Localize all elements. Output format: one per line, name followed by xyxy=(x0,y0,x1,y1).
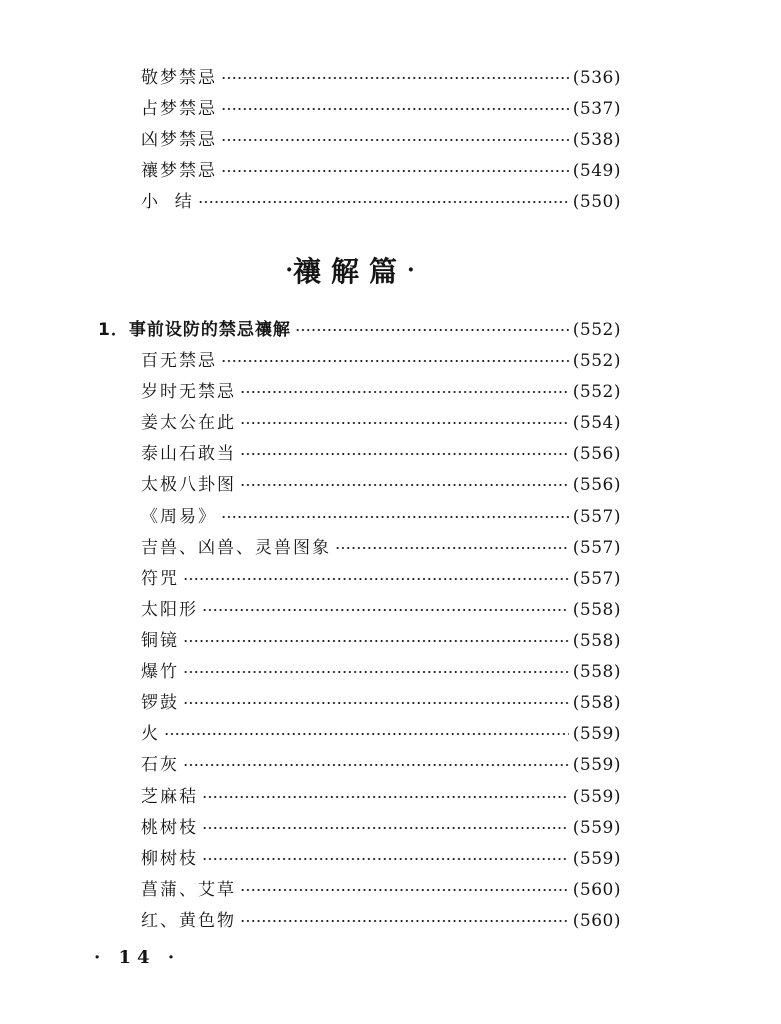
toc-entry-title: 岁时无禁忌 xyxy=(141,382,236,402)
heading-dot-right: · xyxy=(407,257,415,283)
toc-entry-page: (557) xyxy=(572,538,621,558)
toc-entry-page: (549) xyxy=(572,161,621,181)
toc-entry[interactable] xyxy=(141,408,621,433)
toc-entry-title: 禳梦禁忌 xyxy=(141,161,217,181)
dot-leader xyxy=(202,813,569,833)
toc-entry[interactable] xyxy=(141,626,621,651)
toc-entry[interactable] xyxy=(141,782,621,807)
dot-leader xyxy=(240,439,569,459)
toc-entry-page: (559) xyxy=(572,849,621,869)
toc-entry-title: 芝麻秸 xyxy=(141,787,198,807)
toc-chapter-entry[interactable] xyxy=(98,315,621,340)
toc-entry-page: (559) xyxy=(572,818,621,838)
toc-entry-title: 凶梦禁忌 xyxy=(141,130,217,150)
toc-entry-title: 菖蒲、艾草 xyxy=(141,880,236,900)
toc-entry-page: (554) xyxy=(572,413,621,433)
toc-entry-page: (559) xyxy=(572,787,621,807)
toc-entry-title: 泰山石敢当 xyxy=(141,444,236,464)
toc-entry-page: (558) xyxy=(572,693,621,713)
dot-leader xyxy=(295,315,569,335)
toc-entry[interactable] xyxy=(141,187,621,212)
toc-entry-page: (560) xyxy=(572,911,621,931)
heading-dot-left: · xyxy=(285,257,293,283)
toc-entry[interactable] xyxy=(141,906,621,931)
toc-entry-title: 占梦禁忌 xyxy=(141,99,217,119)
dot-leader xyxy=(240,470,569,490)
toc-entry-page: (552) xyxy=(572,351,621,371)
toc-entry-page: (550) xyxy=(572,192,621,212)
toc-entry-page: (557) xyxy=(572,569,621,589)
toc-entry-page: (558) xyxy=(572,600,621,620)
dot-leader xyxy=(221,63,569,83)
toc-entry-title: 爆竹 xyxy=(141,662,179,682)
toc-entry-page: (560) xyxy=(572,880,621,900)
dot-leader xyxy=(202,595,569,615)
toc-entry[interactable] xyxy=(141,719,621,744)
dot-leader xyxy=(183,688,569,708)
toc-entry[interactable] xyxy=(141,844,621,869)
toc-entry-title: 《周易》 xyxy=(141,507,217,527)
toc-entry-title: 百无禁忌 xyxy=(141,351,217,371)
toc-entry-title: 吉兽、凶兽、灵兽图象 xyxy=(141,538,331,558)
dot-leader xyxy=(221,346,569,366)
dot-leader xyxy=(202,844,569,864)
toc-entry-title: 铜镜 xyxy=(141,631,179,651)
toc-entry-page: (557) xyxy=(572,507,621,527)
dot-leader xyxy=(183,750,569,770)
dot-leader xyxy=(202,782,569,802)
toc-entry-page: (538) xyxy=(572,130,621,150)
toc-entry[interactable] xyxy=(141,377,621,402)
toc-entry-page: (556) xyxy=(572,444,621,464)
toc-entry[interactable] xyxy=(141,502,621,527)
toc-entry-title: 锣鼓 xyxy=(141,693,179,713)
toc-entry-title: 太阳形 xyxy=(141,600,198,620)
toc-entry[interactable] xyxy=(141,813,621,838)
toc-entry-title: 敬梦禁忌 xyxy=(141,68,217,88)
dot-leader xyxy=(221,94,569,114)
dot-leader xyxy=(335,533,569,553)
toc-entry-page: (559) xyxy=(572,755,621,775)
dot-leader xyxy=(240,875,569,895)
section-heading-text: 禳解篇 xyxy=(292,255,407,288)
dot-leader xyxy=(240,408,569,428)
dot-leader xyxy=(183,657,569,677)
toc-entry-page: (558) xyxy=(572,631,621,651)
toc-entry-title: 柳树枝 xyxy=(141,849,198,869)
toc-entry[interactable] xyxy=(141,875,621,900)
dot-leader xyxy=(221,156,569,176)
toc-entry[interactable] xyxy=(141,564,621,589)
section-heading xyxy=(240,250,460,290)
toc-entry-page: (537) xyxy=(572,99,621,119)
toc-entry[interactable] xyxy=(141,595,621,620)
toc-entry[interactable] xyxy=(141,156,621,181)
dot-leader xyxy=(164,719,569,739)
toc-chapter-page: (552) xyxy=(572,320,621,340)
toc-entry-title: 太极八卦图 xyxy=(141,475,236,495)
toc-entry[interactable] xyxy=(141,346,621,371)
toc-entry[interactable] xyxy=(141,533,621,558)
toc-entry[interactable] xyxy=(141,94,621,119)
toc-entry[interactable] xyxy=(141,657,621,682)
toc-entry-page: (559) xyxy=(572,724,621,744)
toc-entry-title: 小 结 xyxy=(141,192,194,212)
toc-entry[interactable] xyxy=(141,125,621,150)
toc-entry-page: (558) xyxy=(572,662,621,682)
dot-leader xyxy=(240,377,569,397)
toc-entry[interactable] xyxy=(141,439,621,464)
toc-entry[interactable] xyxy=(141,470,621,495)
toc-entry-title: 红、黄色物 xyxy=(141,911,236,931)
dot-leader xyxy=(183,564,569,584)
toc-entry[interactable] xyxy=(141,63,621,88)
toc-entry-title: 桃树枝 xyxy=(141,818,198,838)
toc-entry-title: 火 xyxy=(141,724,160,744)
dot-leader xyxy=(198,187,569,207)
toc-entry[interactable] xyxy=(141,688,621,713)
dot-leader xyxy=(183,626,569,646)
dot-leader xyxy=(240,906,569,926)
page-number-footer: · 14 · xyxy=(94,947,181,968)
toc-entry-title: 符咒 xyxy=(141,569,179,589)
toc-entry-page: (552) xyxy=(572,382,621,402)
dot-leader xyxy=(221,125,569,145)
toc-entry-title: 石灰 xyxy=(141,755,179,775)
toc-entry[interactable] xyxy=(141,750,621,775)
dot-leader xyxy=(221,502,569,522)
toc-entry-title: 姜太公在此 xyxy=(141,413,236,433)
toc-entry-page: (556) xyxy=(572,475,621,495)
toc-chapter-title: 1．事前设防的禁忌禳解 xyxy=(98,320,291,340)
toc-entry-page: (536) xyxy=(572,68,621,88)
